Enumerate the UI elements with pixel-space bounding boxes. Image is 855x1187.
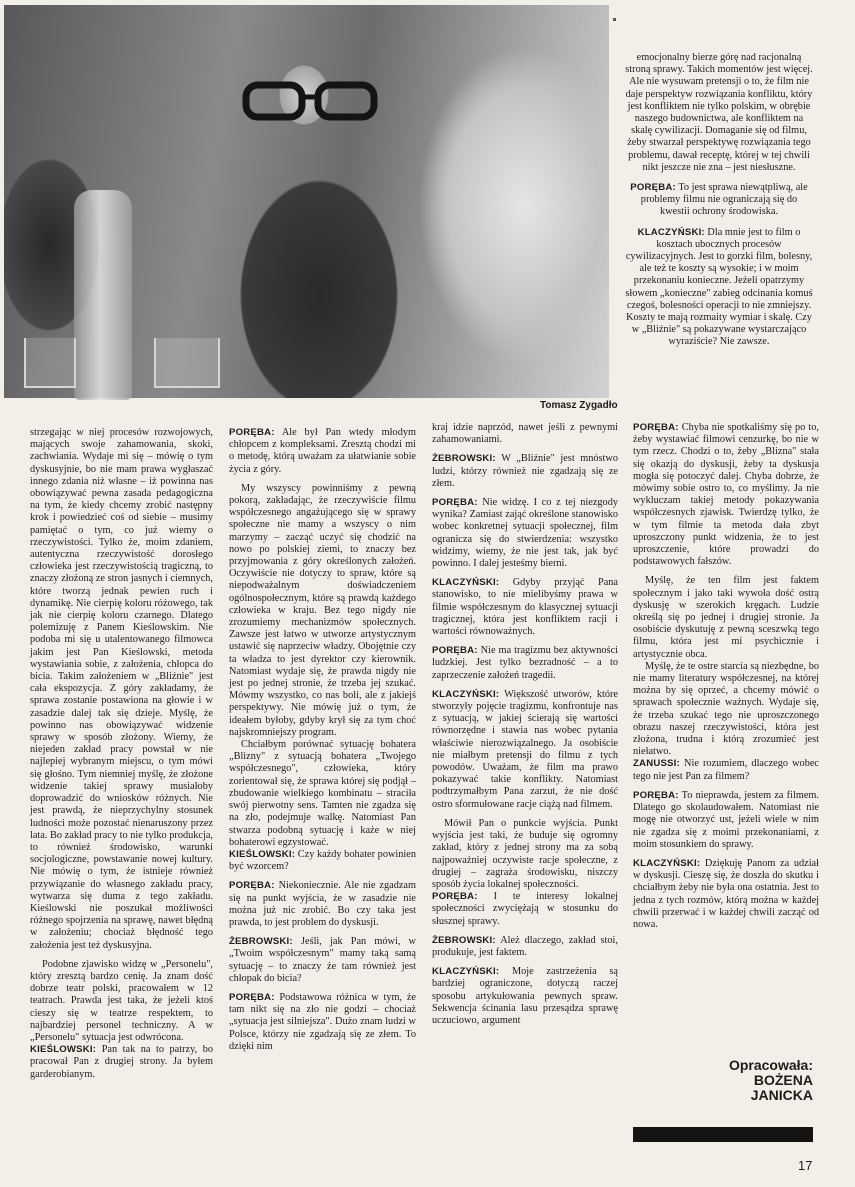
paragraph-text: Chciałbym porównać sytuację bohatera „Blizny" z sytuacją bohatera „Twojego współczesnego", człowieka, który zorientował się, że sprawa której się podjął – zbudowanie wielkiego kombinatu – straciła swój pierwotny sens. Tamten nie zgadza się na zło, podejmuje walkę. Natomiast Pan stwarza podobną sytuację i każe w niej bohaterowi egzystować. (229, 739, 416, 848)
eyeglasses-icon (240, 77, 380, 121)
paragraph-text: Moje zastrzeżenia są bardziej ograniczone, dotyczą raczej sposobu artykułowania pewnych spraw. Sekwencja ścinania lasu przesądza sprawę uczuciowo, argument (432, 966, 618, 1026)
speaker-name: PORĘBA: (432, 497, 478, 509)
paragraph-text: Nie widzę. I co z tej niezgody wynika? Zamiast zająć określone stanowisko wobec konkretnej sytuacji społecznej, film ogranicza się do stwierdzenia: wszystko widzimy, wiemy, że nie jest tak, jak być powinno. I dalej jesteśmy bierni. (432, 497, 618, 570)
paragraph-text: kraj idzie naprzód, nawet jeśli z pewnymi zahamowaniami. (432, 422, 618, 446)
paragraph (432, 453, 618, 490)
paragraph-text: To jest sprawa niewątpliwą, ale problemy filmu nie ograniczają się do kwestii ochrony środowiska. (640, 182, 808, 218)
paragraph (229, 483, 416, 739)
bottle-icon (74, 190, 132, 400)
paragraph-text: Ależ dlaczego, zakład stoi, produkuje, jest faktem. (432, 934, 618, 958)
photo-credit: Tomasz Zygadło (540, 400, 618, 411)
speaker-name: KLACZYŃSKI: (432, 688, 500, 700)
paragraph (432, 935, 618, 959)
paragraph (432, 689, 618, 811)
speaker-name: PORĘBA: (630, 182, 676, 194)
speaker-name: KIEŚLOWSKI: (30, 1044, 97, 1056)
glass-icon (154, 338, 220, 388)
paragraph-text: Ale był Pan wtedy młodym chłopcem z kompleksami. Zresztą chodzi mi o metodę, którą uważam za ułatwianie sobie życia z góry. (229, 427, 416, 475)
column-2 (229, 427, 416, 1060)
speaker-name: ŻEBROWSKI: (432, 453, 496, 465)
paragraph (633, 758, 819, 782)
paragraph (229, 739, 416, 849)
paragraph (30, 1044, 213, 1081)
speaker-name: KLACZYŃSKI: (432, 577, 500, 589)
speaker-name: ZANUSSI: (633, 758, 680, 770)
paragraph-text: Nie ma tragizmu bez aktywności ludzkiej. Jest tylko bezradność – a to zaprzeczenie założeń tragedii. (432, 645, 618, 681)
paragraph (229, 880, 416, 929)
column-4 (633, 422, 819, 938)
speaker-name: PORĘBA: (633, 422, 679, 433)
paragraph-text: emocjonalny bierze górę nad racjonalną stroną sprawy. Takich momentów jest więcej. Ale nie wysuwam pretensji o to, że film nie daje perspektyw rozwiązania konfliktu, który jest konfliktem nie tylko polskim, w obrębie naszego budownictwa, ale konfliktem na skalę cywilizacji. Domaganie się od filmu, żeby stwarzał perspektywę rozwiązania tego problemu, dawał receptę, której w tej chwili nikt jeszcze nie zna – jest niesłuszne. (625, 52, 813, 173)
paragraph-text: I te interesy lokalnej społeczności zwyciężają w stosunku do słusznej sprawy. (432, 891, 618, 927)
paragraph-text: Myślę, że ten film jest faktem społecznym i jako taki wywoła dość ostrą dyskusję w szerokich kręgach. Ludzie określą się po jednej i drugiej stronie. Ja osobiście dyskutuję z pewną sceszwką tego filmu, która jest mi psychicznie i artystycznie obca. (633, 575, 819, 660)
column-1 (30, 427, 213, 1088)
paragraph (633, 661, 819, 759)
paragraph (432, 818, 618, 891)
paragraph (625, 227, 813, 349)
paragraph-text: Dla mnie jest to film o kosztach ubocznych procesów cywilizacyjnych. Jest to gorzki film, bolesny, ale też te koszty są wysokie; i w moim przekonaniu konieczne. Jeżeli opatrzymy słowem „konieczne" zabieg odcinania komuś czegoś, bolesności operacji to nie zmniejszy. Koszty te mają rozmaity wymiar i skalę. Czy w „Bliźnie" są pokazywane wystarczająco wyraziście? Nie zawsze. (625, 226, 813, 348)
paragraph (432, 645, 618, 682)
speaker-name: KLACZYŃSKI: (633, 857, 701, 869)
paragraph-text: Dziękuję Panom za udział w dyskusji. Cieszę się, że doszła do skutku i chciałbym żeby nie była ona ostatnia. Jest to jedna z tych rozmów, którą można w każdej chwili przerwać i w każdej chwili zacząć od nowa. (633, 857, 819, 930)
paragraph (633, 790, 819, 851)
paragraph (625, 182, 813, 219)
paragraph-text: Podobne zjawisko widzę w „Personelu", który zresztą bardzo cenię. Ja znam dość dobrze teatr polski, pracowałem w 12 teatrach. Prawda jest taka, że jeżeli ktoś cieszy się w teatrze respektem, to najbardziej personel techniczny. A w „Personelu" sytuacja jest odwrócona. (30, 958, 213, 1043)
paragraph-text: strzegając w niej procesów rozwojowych, mających swoje zahamowania, skoki, zachwiania. Wydaje mi się – mówię o tym dyskusyjnie, bo nie mam prawa wygłaszać innego zdania niż własne – iż powinna nas obowiązywać pewna zasada pedagogiczna na tym, że kiedy chcemy zrobić następny krok i powiedzieć coś od siebie – musimy pamiętać o tym, co już wiemy o rzeczywistości. Tylko że, moim zdaniem, autentyczna rzeczywistość dorosłego człowieka jest rzeczywistością tragiczną, to znaczy złożoną ze stron jasnych i ciemnych, które tworzą jednak pewien ruch i dynamikę. Nie cierpię koloru różowego, tak jak nie cierpię koloru czarnego. Dlatego polemizuję z Panem Kieślowskim. Nie podoba mi się u utalentowanego filmowca jakim jest Pan Kieślowski, metoda wystawiania sobie, z założenia, chłopca do bicia. Takim założeniem w „Bliźnie" jest cała ekspozycja. Z góry zakładamy, że sprawa zostanie postawiona na głowie i w zasadzie dalej tak się dzieje. Myślę, że powinno nas obowiązywać widzenie sprawy w sposób złożony. Wiemy, że niejeden zakład pracy powstał w nie najlepiej wybranym miejscu, o tym mówi się głośno. Tym niemniej myślę, że złożone widzenie takiej sprawy musiałoby doprowadzić do wniosków różnych. Nie jest prawdą, że nieprzychylny stosunek ludności może pozostać nienaruszony przez lata. Bo zakład pracy to nie tylko produkcja, to również środowisko, warunki socjologiczne, powstawanie nowej kultury. Nie mówię o tym, że istnieje również przywiązanie do własnego zakładu pracy, wytwarza się duma z tego zakładu. Kieślowski nie poszukał możliwości różnego spojrzenia na sprawę, nawet błędną w założeniu; chociaż błędność tego założenia jest też dyskusyjna. (30, 427, 213, 951)
paragraph (432, 577, 618, 638)
paragraph (633, 422, 819, 568)
paragraph (432, 966, 618, 1027)
paragraph-text: W „Bliźnie" jest mnóstwo ludzi, którzy również nie zgadzają się ze złem. (432, 453, 618, 489)
byline-name-last: JANICKA (750, 1087, 813, 1103)
paragraph (229, 992, 416, 1053)
paragraph (229, 936, 416, 985)
paragraph (30, 427, 213, 952)
speaker-name: KLACZYŃSKI: (637, 226, 705, 238)
paragraph (229, 849, 416, 873)
paragraph (633, 575, 819, 660)
speaker-name: PORĘBA: (229, 427, 275, 438)
byline-name-first: BOŻENA (753, 1072, 813, 1088)
paragraph-text: Niekoniecznie. Ale nie zgadzam się na punkt wyjścia, że w zasadzie nie można już nic zrobić. Bo czy taka jest prawda, to jest problem do dyskusji. (229, 880, 416, 928)
speaker-name: KLACZYŃSKI: (432, 966, 500, 978)
page-number: 17 (798, 1158, 813, 1173)
paragraph-text: Większość utworów, które stworzyły pojęcie tragizmu, konfrontuje nas z sytuacją, w jakiej ścierają się wartości równorzędne i stawia nas wobec pytania właściwie nierozwiązalnego. Ja osobiście nie miałbym pretensji do filmu z tych powodów. Uważam, że film ma prawo pokazywać takie konflikty. Natomiast podtrzymałbym Pana zarzut, że nie dość ostro sformułowane racje ciążą nad filmem. (432, 688, 618, 810)
paragraph-text: Gdyby przyjąć Pana stanowisko, to nie mielibyśmy prawa w filmie współczesnym do klasycznej sytuacji tragicznej, która jest konfliktem racji i wartości równoważnych. (432, 577, 618, 638)
speaker-name: PORĘBA: (633, 789, 679, 801)
byline-prefix: Opracowała: (728, 1057, 813, 1073)
paragraph-text: Podstawowa różnica w tym, że tam nikt się na zło nie godzi – chociaż „sytuacja jest silniejsza". Dużo znam ludzi w Polsce, którzy nie zgadzają się ze złem. To dzięki nim (229, 991, 416, 1052)
column-right-top (625, 52, 813, 357)
speaker-name: PORĘBA: (229, 991, 275, 1003)
paragraph-text: My wszyscy powinniśmy z pewną pokorą, zakładając, że rzeczywiście filmu współczesnego angażującego się w sprawy społeczne nie mamy a wszyscy o nim marzymy – zacząć uczyć się chodzić na nowo po polskiej ziemi, to znaczy bez przyjmowania z góry określonych założeń. Oczywiście nie dotyczy to spraw, które są niepodważalnym doświadczeniem ogólnospołecznym, które są prawdą każdego człowieka w kraju. Bez tego nigdy nie zrozumiemy mechanizmów społecznych. Zawsze jest łatwo w utworze artystycznym ustawić się naprzeciw władzy. Obojętnie czy ta władza to jest dyrektor czy kierownik. Natomiast wydaje się, że prawda nigdy nie jest po jednej stronie, że trzeba jej szukać. Mówmy wszystko, co nas boli, ale z jakiejś perspektywy. Nie mówię już o tym, że ideałem byłoby, gdyby krył się za tym choć najskromniejszy program. (229, 482, 416, 738)
photo-discussion (4, 5, 609, 398)
byline (650, 1058, 813, 1103)
paragraph (432, 497, 618, 570)
column-3 (432, 422, 618, 1034)
paragraph (432, 422, 618, 446)
speaker-name: KIEŚLOWSKI: (229, 848, 296, 860)
paragraph (625, 52, 813, 174)
paragraph-text: Pan tak na to patrzy, bo pracował Pan z drugiej strony. Ja byłem garderobianym. (30, 1044, 213, 1080)
paragraph (633, 858, 819, 931)
speaker-name: PORĘBA: (432, 891, 478, 903)
paragraph-text: Czy każdy bohater powinien być wzorcem? (229, 848, 416, 873)
speaker-name: PORĘBA: (432, 645, 478, 657)
crop-mark (613, 18, 616, 21)
paragraph-text: Jeśli, jak Pan mówi, w „Twoim współczesnym" mamy taką samą sytuację – to znaczy że tam również jest chłopak do bicia? (229, 936, 416, 984)
paragraph-text: Myślę, że te ostre starcia są niezbędne, bo nie mamy literatury współczesnej, na której można by się oprzeć, a chcemy mówić o sprawach społecznie ważnych. Wydaje się, że trzeba szukać tego nie uproszczonego obrazu naszej rzeczywistości, która jest złożona, trudna i którą zrozumieć jest niełatwo. (633, 660, 819, 758)
paragraph-text: Nie rozumiem, dlaczego wobec tego nie jest Pan za filmem? (633, 758, 819, 782)
paragraph (432, 891, 618, 928)
paragraph-text: Mówił Pan o punkcie wyjścia. Punkt wyjścia jest taki, że buduje się ogromny zakład, który z jednej strony ma za sobą najpoważniej oczywiste racje społeczne, z drugiej – zagraża środowisku, niszczy sposób życia lokalnej społeczności. (432, 817, 618, 890)
speaker-name: PORĘBA: (229, 880, 275, 892)
decorative-bar (633, 1127, 813, 1142)
speaker-name: ŻEBROWSKI: (432, 934, 496, 946)
speaker-name: ŻEBROWSKI: (229, 936, 293, 948)
paragraph-text: Chyba nie spotkaliśmy się po to, żeby wystawiać filmowi cenzurkę, bo nie w tym rzecz. Chodzi o to, żeby „Blizna" stała się okazją do dyskusji, żeby ta dyskusja mogła się potoczyć dalej. Chyba dobrze, że mówimy sobie ostro to, co myślimy. Ja nie wykluczam takiej metody pokazywania współczesnych zjawisk. Twierdzę tylko, że w tym filmie ta metoda dała zbyt uproszczony punkt widzenia, że to jest uproszczenie, które prowadzi do podstawowych fałszów. (633, 422, 819, 568)
paragraph (30, 959, 213, 1044)
paragraph-text: To nieprawda, jestem za filmem. Dlatego go skolaudowałem. Natomiast nie mogę nie otworzyć ust, jeżeli wiele w nim nie zgadza się z moimi przekonaniami, z moim stosunkiem do sprawy. (633, 789, 819, 850)
glass-icon (24, 338, 76, 388)
paragraph (229, 427, 416, 476)
